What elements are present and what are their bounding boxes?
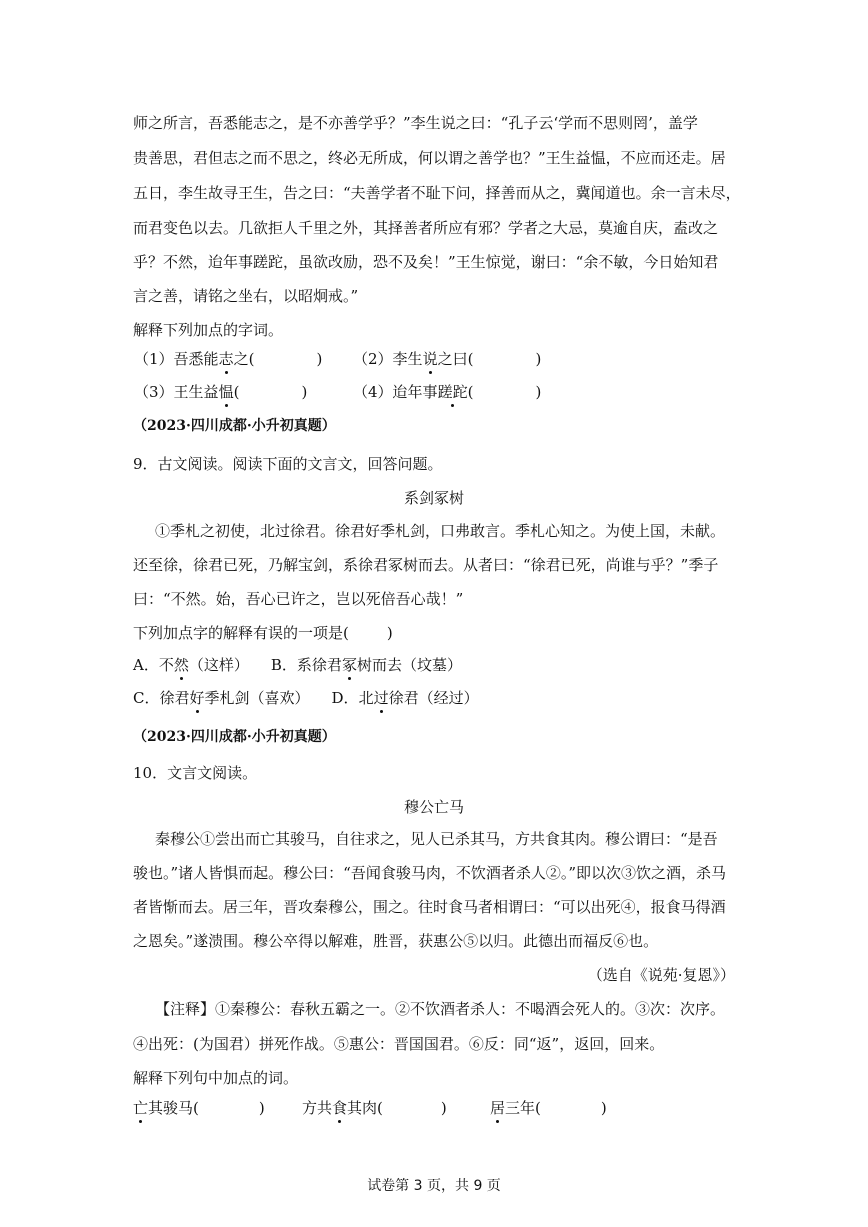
- dotted-char: 然: [173, 656, 189, 674]
- passage-line: 贵善思，君但志之而不思之，终必无所成，何以谓之善学也？”王生益愠，不应而还走。居: [133, 149, 726, 167]
- option-b: B．系徐君冢树而去（坟墓）: [270, 656, 462, 674]
- citation: （选自《说苑·复恩》）: [587, 966, 735, 984]
- passage-title: 系剑冢树: [403, 489, 464, 507]
- dotted-char: 亡: [133, 1099, 149, 1117]
- passage-line: 师之所言，吾悉能志之，是不亦善学乎？”李生说之曰：“孔子云‘学而不思则罔’，盖学: [133, 114, 698, 132]
- question-heading: 9．古文阅读。阅读下面的文言文，回答问题。: [133, 455, 443, 473]
- question-item: 方共食其肉( ): [302, 1099, 447, 1117]
- instruction: 解释下列句中加点的词。: [133, 1069, 299, 1087]
- passage-title: 穆公亡马: [403, 798, 464, 816]
- option-c: C．徐君好季札剑（喜欢）: [133, 689, 310, 707]
- dotted-char: 过: [373, 689, 389, 707]
- dotted-char: 食: [332, 1099, 348, 1117]
- dotted-char: 好: [189, 689, 205, 707]
- dotted-char: 说: [422, 350, 438, 368]
- passage-line: 五日，李生故寻王生，告之曰：“夫善学者不耻下问，择善而从之，冀闻道也。余一言未尽，: [133, 184, 741, 202]
- dotted-char: 蹉跎: [437, 383, 468, 401]
- passage-line: 秦穆公①尝出而亡其骏马，自往求之，见人已杀其马，方共食其肉。穆公谓曰：“是吾: [155, 830, 718, 848]
- passage-line: 者皆惭而去。居三年，晋攻秦穆公，围之。往时食马者相谓曰：“可以出死④，报食马得酒: [133, 898, 726, 916]
- question-item: （1）吾悉能志之( ): [134, 350, 323, 368]
- option-a: A．不然（这样）: [133, 656, 249, 674]
- passage-line: 言之善，请铭之坐右，以昭炯戒。”: [133, 287, 359, 305]
- passage-line: 之恩矣。”遂溃围。穆公卒得以解难，胜晋，获惠公⑤以归。此德出而福反⑥也。: [133, 932, 659, 950]
- source-tag: （2023·四川成都·小升初真题）: [133, 729, 336, 745]
- dotted-char: 居: [490, 1099, 506, 1117]
- question-item: 亡其骏马( ): [133, 1099, 265, 1117]
- passage-line: 还至徐，徐君已死，乃解宝剑，系徐君冢树而去。从者曰：“徐君已死，尚谁与乎？”季子: [133, 556, 719, 574]
- dotted-char: 志: [218, 350, 234, 368]
- instruction: 解释下列加点的字词。: [133, 321, 284, 339]
- passage-line: 骏也。”诸人皆惧而起。穆公曰：“吾闻食骏马肉，不饮酒者杀人②。”即以次③饮之酒，杀马: [133, 864, 727, 882]
- page-footer: 试卷第 3 页，共 9 页: [367, 1178, 501, 1194]
- question-heading: 10．文言文阅读。: [133, 764, 258, 782]
- option-row: [133, 688, 479, 708]
- notes-line: 【注释】①秦穆公：春秋五霸之一。②不饮酒者杀人：不喝酒会死人的。③次：次序。: [155, 1000, 726, 1018]
- question-prompt: 下列加点字的解释有误的一项是( ): [133, 624, 393, 642]
- question-item: （4）迨年事蹉跎( ): [353, 383, 542, 401]
- question-item: （2）李生说之曰( ): [353, 350, 542, 368]
- notes-line: ④出死：(为国君）拼死作战。⑤惠公：晋国国君。⑥反：同“返”，返回，回来。: [133, 1035, 665, 1053]
- dotted-char: 愠: [218, 383, 234, 401]
- question-item: （3）王生益愠( ): [134, 383, 308, 401]
- passage-line: 而君变色以去。几欲拒人千里之外，其择善者所应有邪？学者之大忌，莫逾自庆，盍改之: [133, 219, 719, 237]
- option-d: D．北过徐君（经过）: [331, 689, 479, 707]
- passage-line: 曰：“不然。始，吾心已许之，岂以死倍吾心哉！”: [133, 590, 464, 608]
- passage-line: 乎？不然，迨年事蹉跎，虽欲改励，恐不及矣！”王生惊觉，谢曰：“余不敏，今日始知君: [133, 253, 719, 271]
- source-tag: （2023·四川成都·小升初真题）: [133, 418, 336, 434]
- option-row: [133, 655, 462, 675]
- question-item: 居三年( ): [490, 1099, 607, 1117]
- dotted-char: 冢: [341, 656, 357, 674]
- passage-line: ①季札之初使，北过徐君。徐君好季札剑，口弗敢言。季札心知之。为使上国，未献。: [155, 522, 726, 540]
